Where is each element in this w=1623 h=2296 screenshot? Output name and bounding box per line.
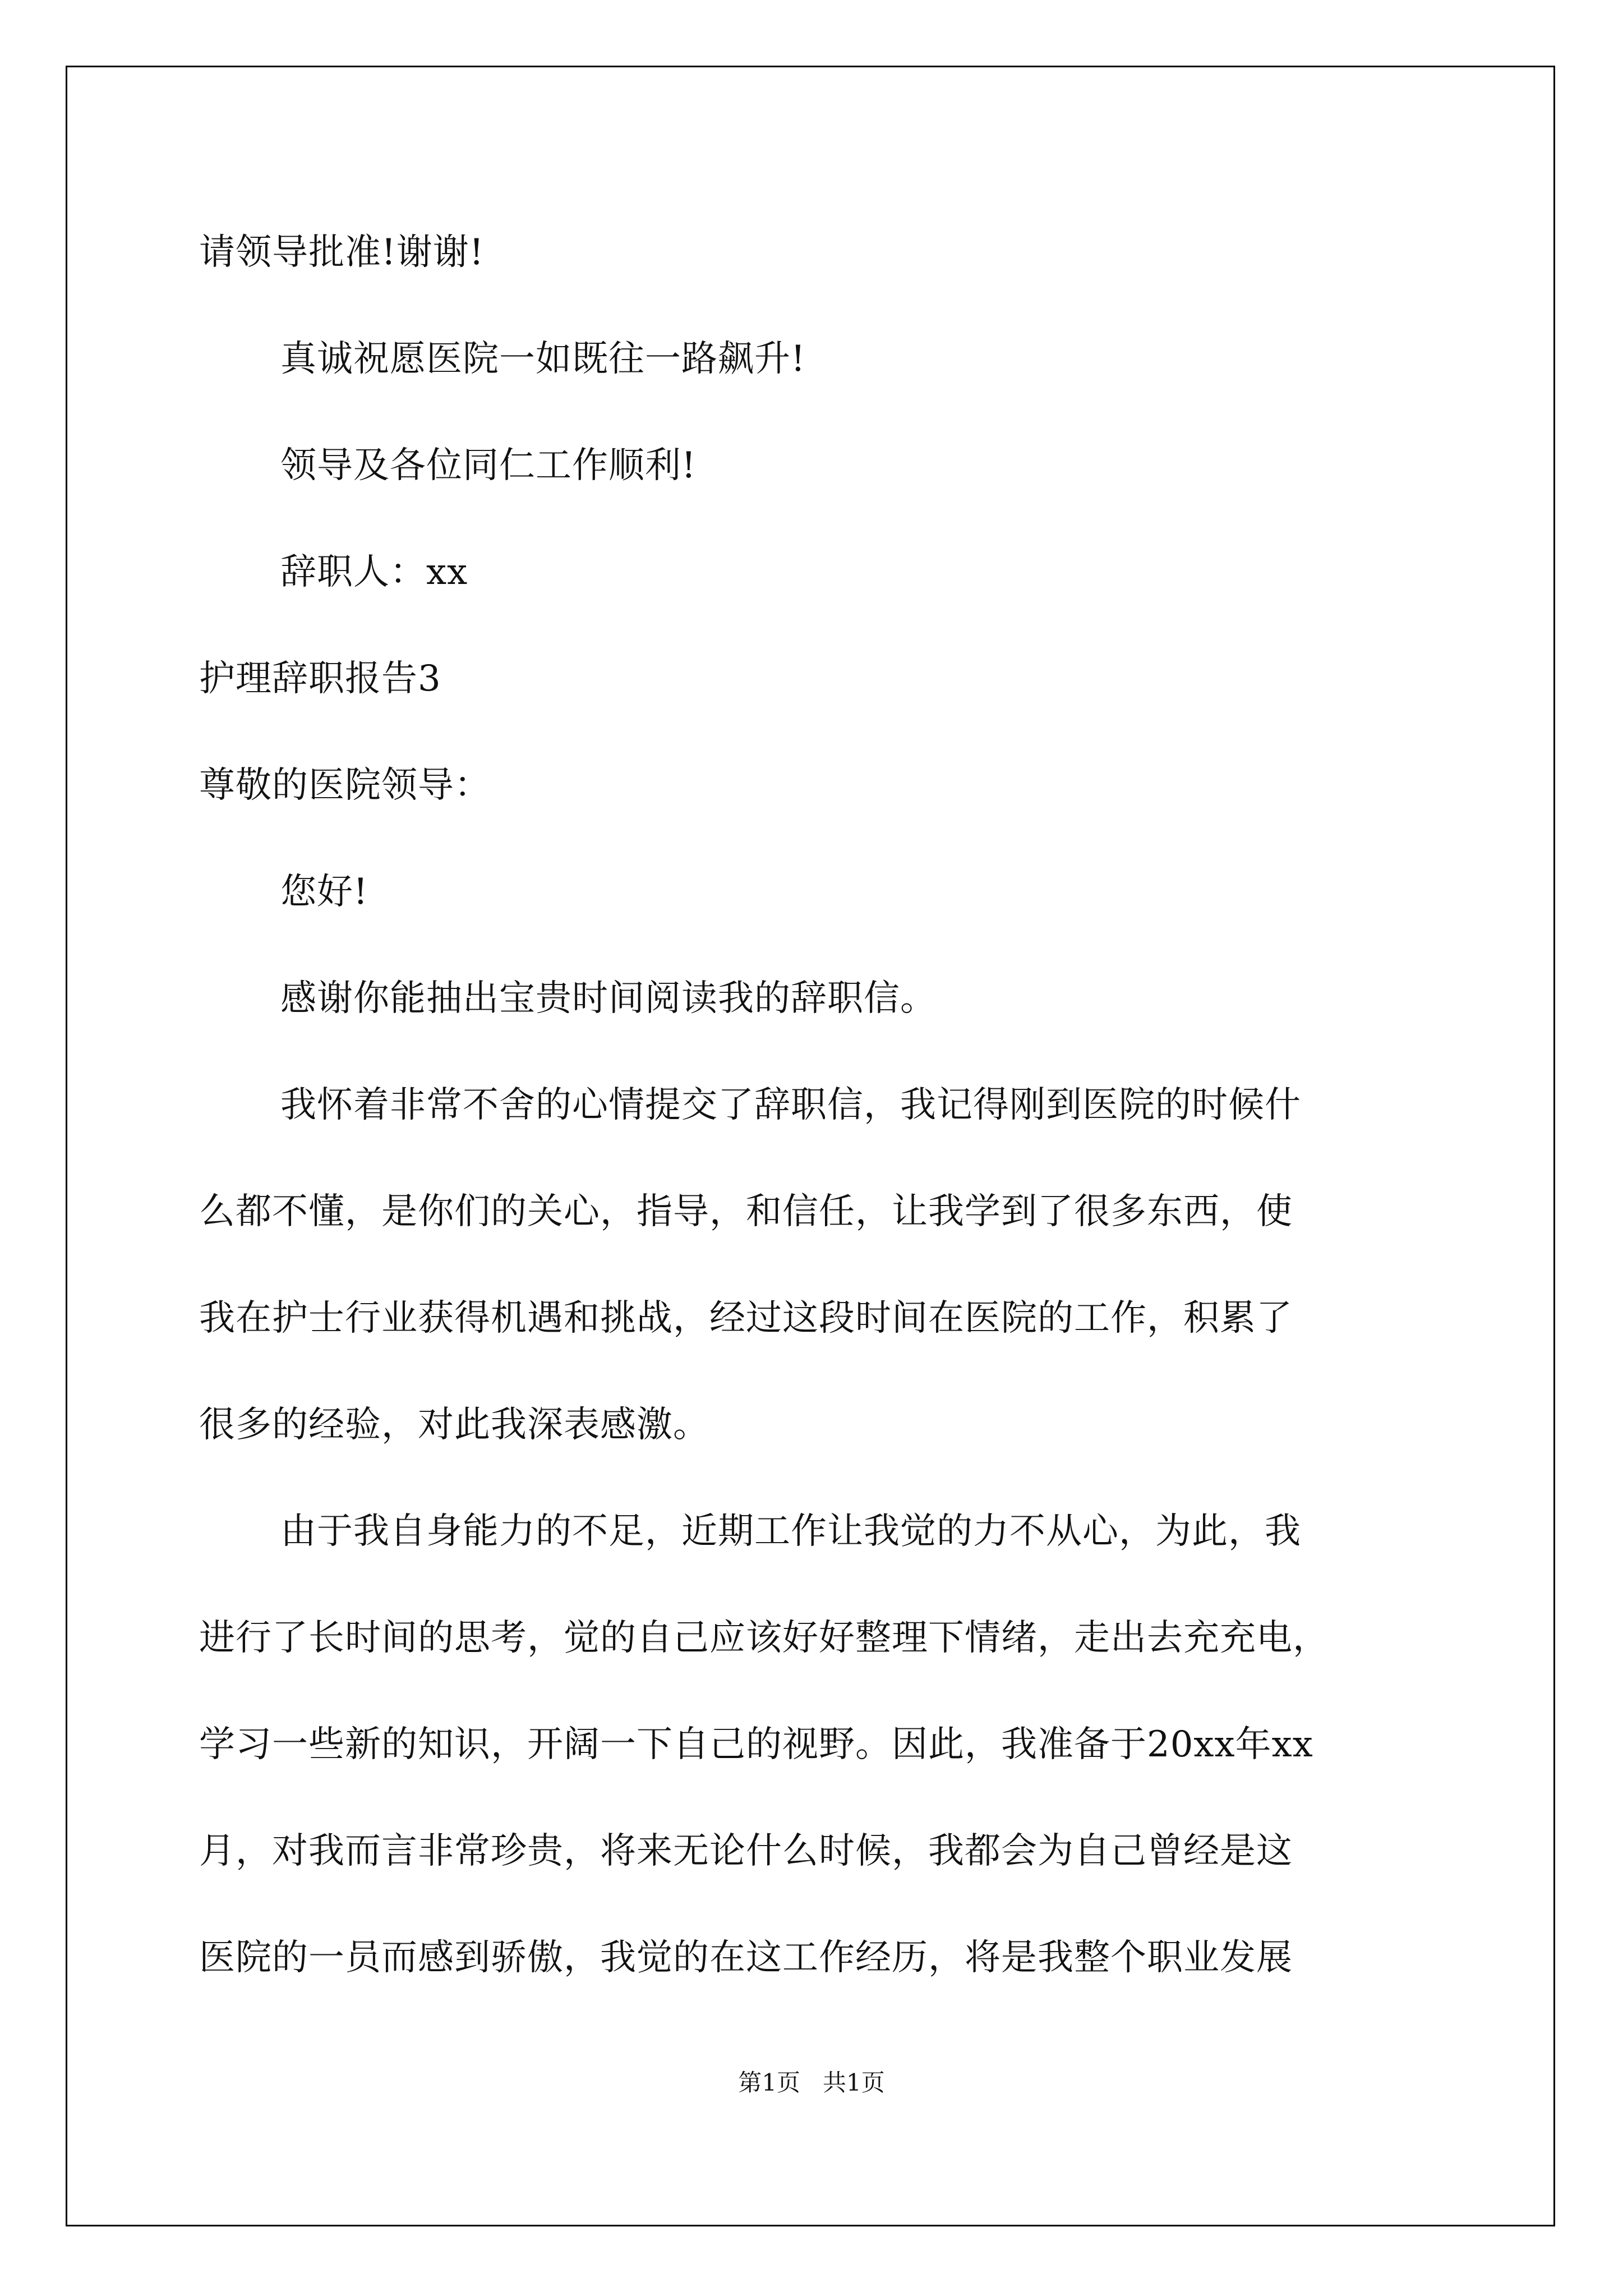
salutation: 尊敬的医院领导： [199, 765, 491, 806]
greeting: 您好! [280, 871, 368, 913]
paragraph-line: 医院的一员而感到骄傲，我觉的在这工作经历，将是我整个职业发展 [199, 1937, 1293, 1978]
section-title: 护理辞职报告3 [199, 658, 441, 700]
paragraph-line: 么都不懂，是你们的关心，指导，和信任，让我学到了很多东西，使 [199, 1191, 1293, 1232]
paragraph-line: 进行了长时间的思考，觉的自己应该好好整理下情绪，走出去充充电， [199, 1617, 1329, 1659]
thanks-line: 感谢你能抽出宝贵时间阅读我的辞职信。 [280, 978, 937, 1019]
paragraph-line: 我怀着非常不舍的心情提交了辞职信，我记得刚到医院的时候什 [280, 1084, 1301, 1126]
signature-line: 辞职人：xx [280, 551, 468, 593]
paragraph-line: 学习一些新的知识，开阔一下自己的视野。因此，我准备于20xx年xx [199, 1724, 1313, 1765]
paragraph-line: 由于我自身能力的不足，近期工作让我觉的力不从心，为此，我 [280, 1511, 1301, 1552]
page-border [66, 66, 1555, 2226]
closing-request-line: 请领导批准!谢谢! [199, 232, 485, 273]
paragraph-line: 我在护士行业获得机遇和挑战，经过这段时间在医院的工作，积累了 [199, 1297, 1293, 1339]
page-number-footer: 第1页 共1页 [738, 2069, 885, 2096]
wish-line-colleagues: 领导及各位同仁工作顺利! [280, 445, 697, 486]
wish-line-hospital: 真诚祝愿医院一如既往一路飙升! [280, 338, 806, 380]
paragraph-line: 很多的经验，对此我深表感激。 [199, 1404, 709, 1446]
paragraph-line: 月，对我而言非常珍贵，将来无论什么时候，我都会为自己曾经是这 [199, 1830, 1293, 1872]
